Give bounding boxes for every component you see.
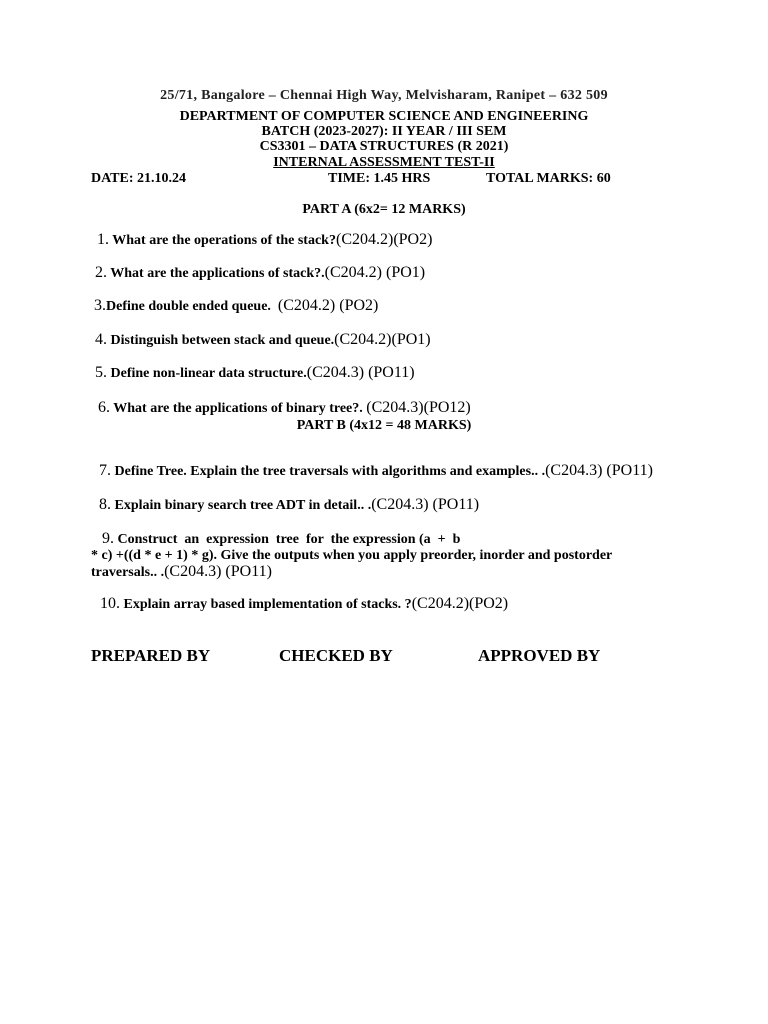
course-info: CS3301 – DATA STRUCTURES (R 2021) bbox=[259, 139, 509, 154]
course-outcome: (C204.3) (PO11) bbox=[371, 496, 480, 513]
question-number: 9. bbox=[102, 530, 114, 547]
question-text: What are the applications of stack?. bbox=[110, 266, 325, 281]
total-marks: TOTAL MARKS: 60 bbox=[486, 171, 611, 186]
question-5 bbox=[95, 364, 415, 382]
course-outcome: (C204.3)(PO12) bbox=[366, 399, 471, 416]
question-6 bbox=[98, 399, 471, 417]
course-outcome: (C204.2) (PO1) bbox=[324, 264, 426, 281]
question-4 bbox=[95, 331, 431, 349]
approved-by: APPROVED BY bbox=[478, 646, 601, 665]
question-number: 10. bbox=[100, 595, 120, 612]
department-name: DEPARTMENT OF COMPUTER SCIENCE AND ENGINEERING bbox=[179, 109, 589, 124]
question-text: What are the operations of the stack? bbox=[112, 233, 336, 248]
question-text: Construct an expression tree for the expression (a + b bbox=[117, 532, 461, 547]
course-outcome: (C204.2)(PO2) bbox=[335, 231, 433, 248]
question-9-line-1 bbox=[102, 530, 460, 548]
course-outcome: (C204.3) (PO11) bbox=[164, 563, 272, 580]
question-text: Define non-linear data structure. bbox=[110, 366, 307, 381]
question-number: 7. bbox=[99, 462, 111, 479]
question-text: Distinguish between stack and queue. bbox=[110, 333, 335, 348]
question-8 bbox=[99, 496, 479, 514]
question-7 bbox=[99, 462, 653, 480]
question-number: 6. bbox=[98, 399, 110, 416]
question-number: 3. bbox=[94, 297, 106, 314]
question-number: 5. bbox=[95, 364, 107, 381]
part-a-title: PART A (6x2= 12 MARKS) bbox=[302, 202, 466, 217]
question-1 bbox=[97, 231, 432, 249]
question-text: Explain binary search tree ADT in detail.. . bbox=[114, 498, 372, 513]
question-number: 1. bbox=[97, 231, 109, 248]
question-text: What are the applications of binary tree?. bbox=[113, 401, 363, 416]
question-text: Explain array based implementation of stacks. ? bbox=[123, 597, 412, 612]
question-number: 2. bbox=[95, 264, 107, 281]
question-9-line-2: * c) +((d * e + 1) * g). Give the outputs when you apply preorder, inorder and postorder bbox=[91, 548, 613, 563]
checked-by: CHECKED BY bbox=[279, 646, 393, 665]
question-number: 4. bbox=[95, 331, 107, 348]
prepared-by: PREPARED BY bbox=[91, 646, 211, 665]
question-3 bbox=[94, 297, 378, 315]
question-text: Define double ended queue. bbox=[106, 299, 271, 314]
college-address: 25/71, Bangalore – Chennai High Way, Melvisharam, Ranipet – 632 509 bbox=[160, 88, 608, 103]
exam-time: TIME: 1.45 HRS bbox=[328, 171, 431, 186]
question-9-line-3 bbox=[91, 563, 272, 581]
course-outcome: (C204.2) (PO2) bbox=[277, 297, 379, 314]
exam-date: DATE: 21.10.24 bbox=[91, 171, 187, 186]
course-outcome: (C204.3) (PO11) bbox=[306, 364, 415, 381]
course-outcome: (C204.2)(PO2) bbox=[411, 595, 509, 612]
question-2 bbox=[95, 264, 425, 282]
test-title-text: INTERNAL ASSESSMENT TEST-II bbox=[273, 155, 495, 170]
test-title bbox=[0, 155, 768, 170]
question-10 bbox=[100, 595, 508, 613]
question-text: Define Tree. Explain the tree traversals with algorithms and examples.. . bbox=[114, 464, 546, 479]
batch-info: BATCH (2023-2027): II YEAR / III SEM bbox=[261, 124, 507, 139]
course-outcome: (C204.2)(PO1) bbox=[334, 331, 431, 348]
question-number: 8. bbox=[99, 496, 111, 513]
course-outcome: (C204.3) (PO11) bbox=[545, 462, 653, 479]
question-text: traversals.. . bbox=[91, 565, 165, 580]
part-b-title: PART B (4x12 = 48 MARKS) bbox=[296, 418, 472, 433]
